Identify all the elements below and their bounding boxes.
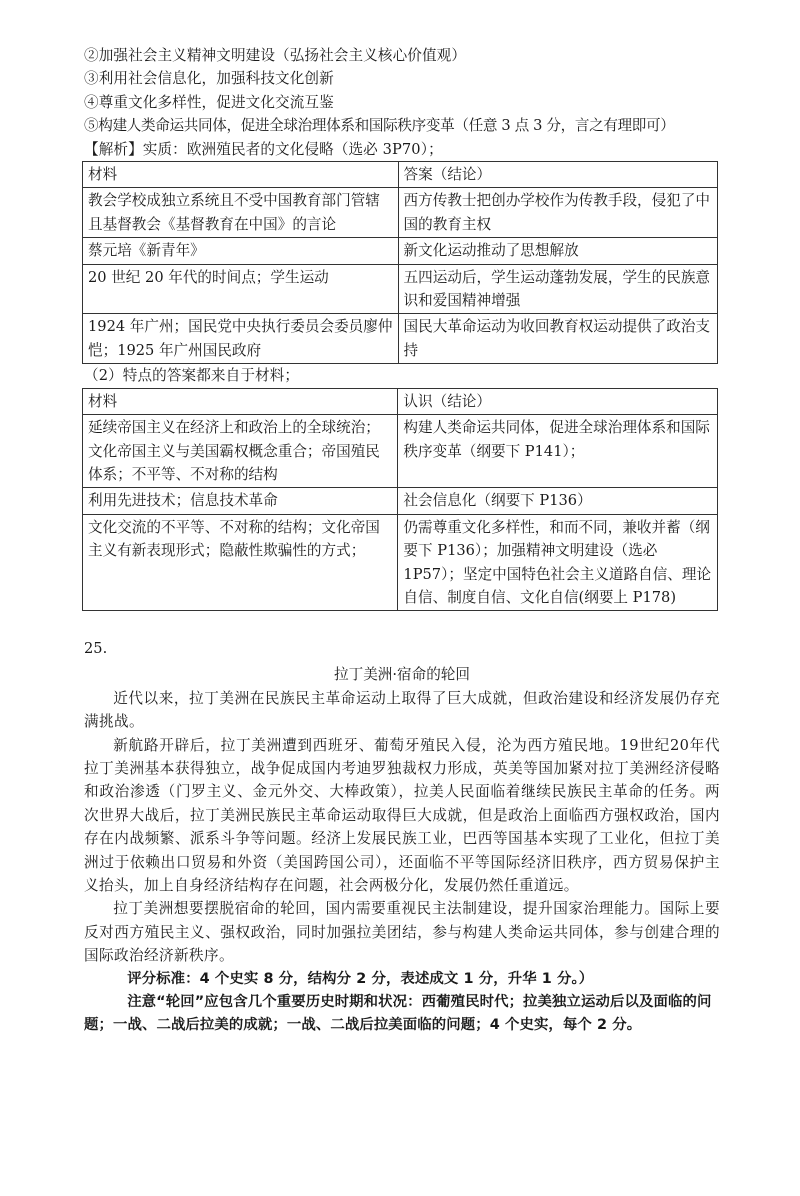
table-row — [83, 314, 718, 364]
document-page — [84, 44, 720, 1038]
table-cell-conclusion: 构建人类命运共同体，促进全球治理体系和国际秩序变革（纲要下 P141）； — [398, 415, 718, 488]
scoring-note: 注意“轮回”应包含几个重要历史时期和状况：西葡殖民时代；拉美独立运动后以及面临的问题；一战、二战后拉美的成就；一战、二战后拉美面临的问题；4 个史实，每个 2 分。 — [84, 994, 712, 1034]
answer-point-4: ④尊重文化多样性，促进文化交流互鉴 — [84, 93, 334, 111]
table-cell-material: 20 世纪 20 年代的时间点；学生运动 — [83, 264, 399, 314]
table-cell-material: 延续帝国主义在经济上和政治上的全球统治；文化帝国主义与美国霸权概念重合；帝国殖民体系；不平等、不对称的结构 — [83, 415, 398, 488]
essay-title: 拉丁美洲·宿命的轮回 — [334, 666, 470, 684]
spacer — [84, 611, 720, 637]
question-number: 25. — [84, 640, 108, 658]
table-cell-material: 1924 年广州；国民党中央执行委员会委员廖仲恺；1925 年广州国民政府 — [83, 314, 399, 364]
table-row — [83, 488, 718, 514]
table-cell-material: 蔡元培《新青年》 — [83, 238, 399, 264]
table-cell-material: 教会学校成独立系统且不受中国教育部门管辖且基督教会《基督教育在中国》的言论 — [83, 188, 399, 238]
table-cell-conclusion: 新文化运动推动了思想解放 — [398, 238, 717, 264]
table-cell-material: 利用先进技术；信息技术革命 — [83, 488, 398, 514]
table2-intro: （2）特点的答案都来自于材料； — [84, 367, 300, 385]
table-header-row — [83, 162, 718, 188]
table-row — [83, 415, 718, 488]
scoring-criteria: 评分标准：4 个史实 8 分，结构分 2 分，表述成文 1 分，升华 1 分。） — [127, 970, 594, 987]
answer-point-3: ③利用社会信息化，加强科技文化创新 — [84, 70, 334, 88]
analysis-line: 【解析】实质：欧洲殖民者的文化侵略（选必 3P70）； — [84, 140, 443, 158]
essay-paragraph: 近代以来，拉丁美洲在民族民主革命运动上取得了巨大成就，但政治建设和经济发展仍存充满挑战。 — [84, 689, 720, 731]
answer-point-5: ⑤构建人类命运共同体，促进全球治理体系和国际秩序变革（任意 3 点 3 分，言之有理即可） — [84, 117, 675, 135]
table-cell-conclusion: 国民大革命运动为收回教育权运动提供了政治支持 — [398, 314, 717, 364]
table-cell-conclusion: 社会信息化（纲要下 P136） — [398, 488, 718, 514]
essay-paragraph: 拉丁美洲想要摆脱宿命的轮回，国内需要重视民主法制建设，提升国家治理能力。国际上要反对西方殖民主义、强权政治，同时加强拉美团结，参与构建人类命运共同体，参与创建合理的国际政治经济新秩序。 — [84, 900, 720, 965]
table-header-cell: 材料 — [83, 388, 398, 414]
table-row — [83, 188, 718, 238]
analysis-table-2 — [82, 388, 718, 612]
table-row — [83, 238, 718, 264]
table-header-cell: 材料 — [83, 162, 399, 188]
table-header-cell: 认识（结论） — [398, 388, 718, 414]
analysis-table-1 — [82, 161, 718, 364]
table-row — [83, 514, 718, 611]
table-cell-conclusion: 西方传教士把创办学校作为传教手段，侵犯了中国的教育主权 — [398, 188, 717, 238]
table-header-cell: 答案（结论） — [398, 162, 717, 188]
table-row — [83, 264, 718, 314]
table-header-row — [83, 388, 718, 414]
table-cell-material: 文化交流的不平等、不对称的结构；文化帝国主义有新表现形式；隐蔽性欺骗性的方式； — [83, 514, 398, 611]
table-cell-conclusion: 五四运动后，学生运动蓬勃发展，学生的民族意识和爱国精神增强 — [398, 264, 717, 314]
essay-paragraph: 新航路开辟后，拉丁美洲遭到西班牙、葡萄牙殖民入侵，沦为西方殖民地。19世纪20年代拉丁美洲基本获得独立，战争促成国内考迪罗独裁权力形成，英美等国加紧对拉丁美洲经济侵略和政治渗透（门罗主义、金元外交、大棒政策），拉美人民面临着继续民族民主革命的任务。两次世界大战后，拉丁美洲民族民主革命运动取得巨大成就，但是政治上面临西方强权政治，国内存在内战频繁、派系斗争等问题。经济上发展民族工业，巴西等国基本实现了工业化，但拉丁美洲过于依赖出口贸易和外资（美国跨国公司），还面临不平等国际经济旧秩序，西方贸易保护主义抬头，加上自身经济结构存在问题，社会两极分化，发展仍然任重道远。 — [84, 736, 720, 894]
answer-point-2: ②加强社会主义精神文明建设（弘扬社会主义核心价值观） — [84, 47, 467, 64]
table-cell-conclusion: 仍需尊重文化多样性，和而不同，兼收并蓄（纲要下 P136）；加强精神文明建设（选必1P57）；坚定中国特色社会主义道路自信、理论自信、制度自信、文化自信(纲要上 P178) — [398, 514, 718, 611]
